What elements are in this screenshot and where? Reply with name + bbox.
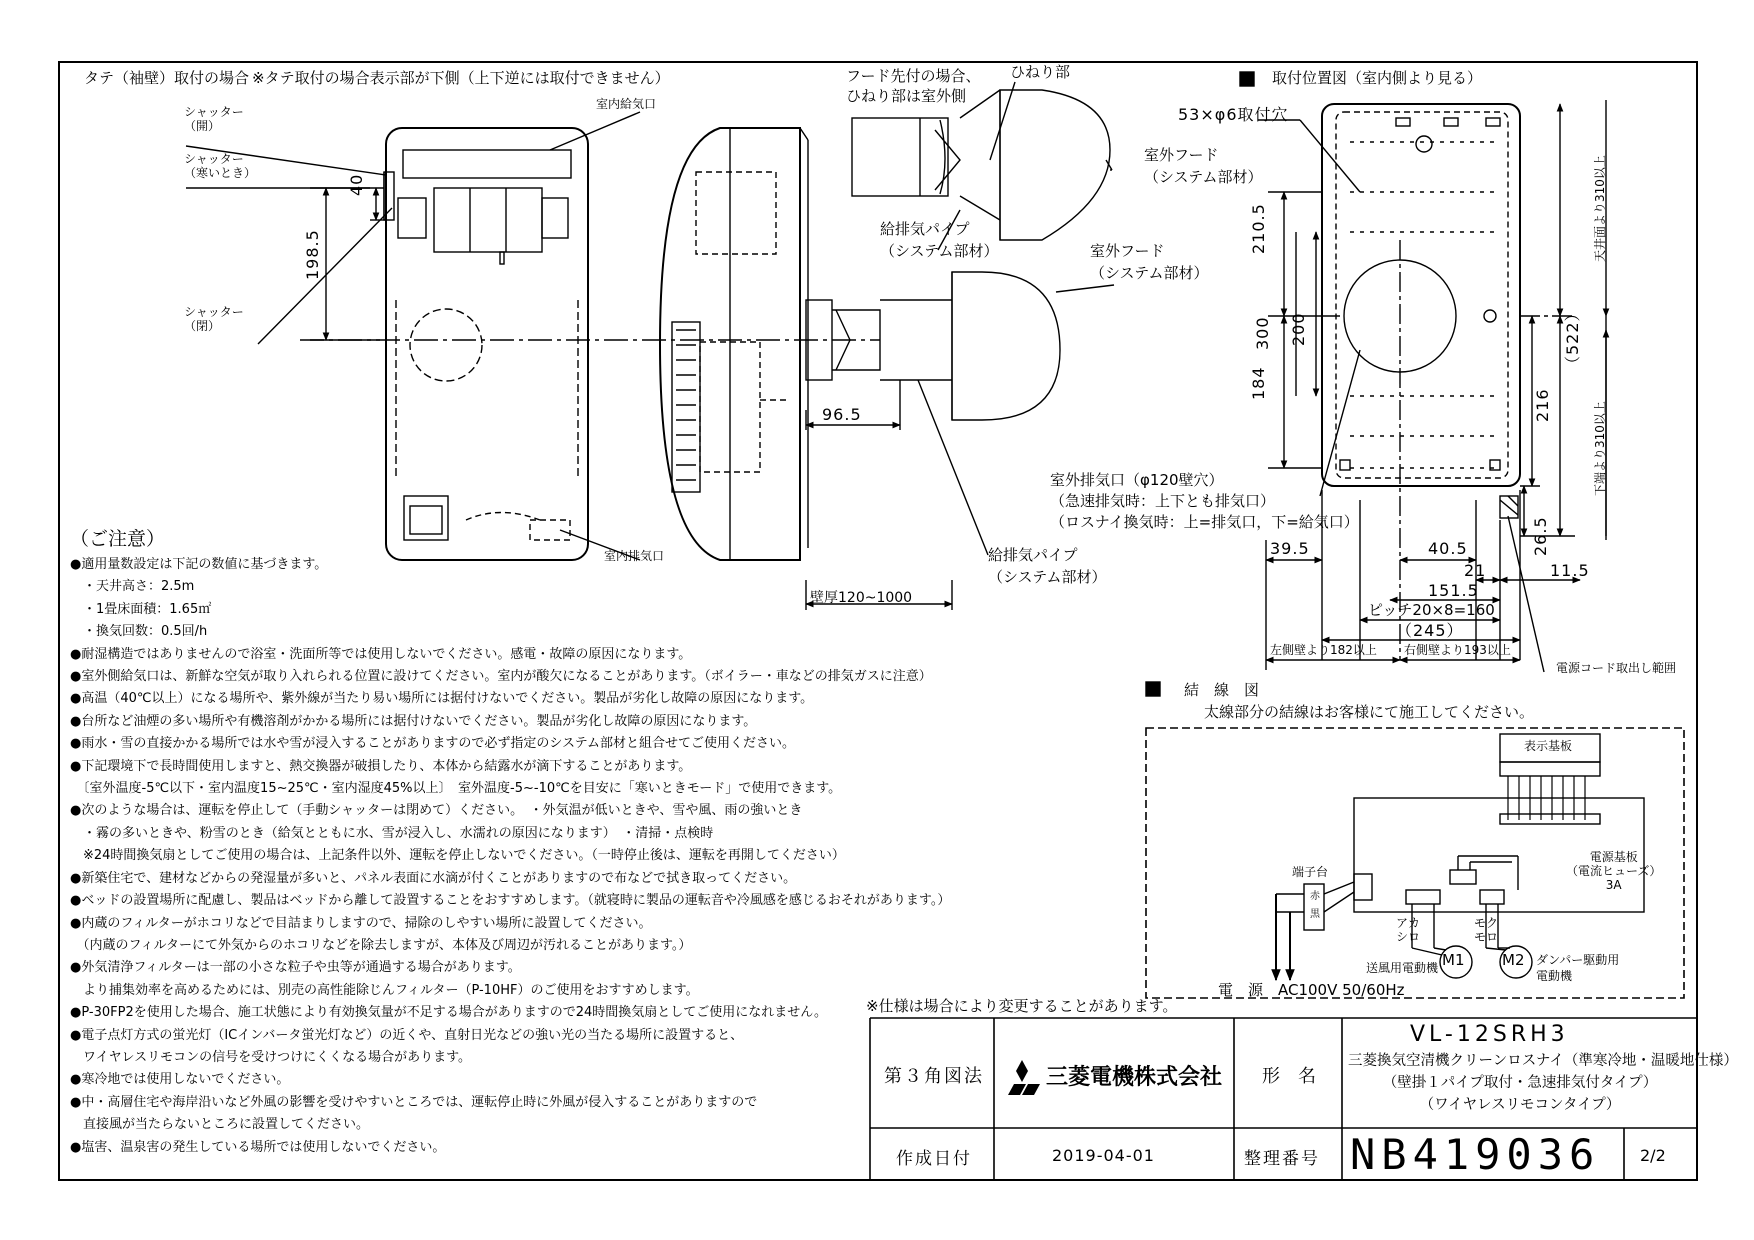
twist-part-label: ひねり部: [1010, 63, 1071, 81]
shutter-open-label: シャッター （開）: [184, 105, 244, 133]
dim-pitch: ピッチ20×8=160: [1368, 601, 1495, 619]
dim-184: 184: [1249, 366, 1268, 400]
hood-note: フード先付の場合、 ひねり部は室外側: [846, 67, 981, 105]
mounting-holes-label: 53×φ6取付穴: [1178, 105, 1289, 124]
dim-96-5: 96.5: [822, 405, 862, 424]
motor-m2: M2: [1502, 951, 1525, 969]
dim-216: 216: [1533, 388, 1552, 422]
fan-motor-label: 送風用電動機: [1366, 961, 1439, 975]
caution-line: ・天井高さ：2.5m: [70, 579, 195, 595]
left-wall-clearance: 左側壁より182以上: [1270, 643, 1377, 657]
terminal-marks: 赤 黒: [1310, 891, 1320, 920]
vertical-mount-heading: タテ（袖壁）取付の場合: [84, 69, 250, 87]
caution-line: 〔室外温度-5℃以下・室内温度15~25℃・室内湿度45%以上〕 室外温度-5~-10℃を目安に「寒いときモード」で使用できます。: [70, 781, 842, 797]
vertical-mount-note: ※タテ取付の場合表示部が下側（上下逆には取付できません）: [252, 69, 670, 87]
caution-line: 直接風が当たらないところに設置してください。: [70, 1117, 370, 1133]
motor-m1: M1: [1442, 951, 1465, 969]
dim-300: 300: [1253, 316, 1272, 350]
outdoor-hood-label-2: 室外フード （システム部材）: [1090, 242, 1209, 282]
caution-line: より捕集効率を高めるためには、別売の高性能除じんフィルター（P-10HF）のご使用をおすすめします。: [70, 982, 699, 998]
dim-210-5: 210.5: [1249, 203, 1268, 254]
pipe-label-1: 給排気パイプ （システム部材）: [880, 220, 999, 260]
outdoor-hood-label-1: 室外フード （システム部材）: [1144, 146, 1263, 186]
dim-39-5: 39.5: [1270, 539, 1310, 558]
caution-line: ●ベッドの設置場所に配慮し、製品はベッドから離して設置することをおすすめします。（就寝時に製品の運転音や冷風感を感じるおそれがあります。）: [70, 893, 951, 909]
caution-line: ●塩害、温泉害の発生している場所では使用しないでください。: [70, 1139, 446, 1155]
caution-line: ●内蔵のフィルターがホコリなどで目詰まりしますので、掃除のしやすい場所に設置してください。: [70, 915, 652, 931]
ceiling-clearance: 天井面より310以上: [1593, 155, 1607, 262]
caution-line: （内蔵のフィルターにて外気からのホコリなどを除去しますが、本体及び周辺が汚れることがあります。）: [70, 937, 692, 953]
indoor-intake-label: 室内給気口: [596, 97, 657, 111]
model-number: VL-12SRH3: [1410, 1022, 1569, 1047]
floor-clearance: 下端より310以上: [1593, 401, 1607, 496]
shutter-cold-label: シャッター （寒いとき）: [184, 152, 257, 180]
caution-line: ●耐湿構造ではありませんので浴室・洗面所等では使用しないでください。感電・故障の原因になります。: [70, 646, 692, 662]
power-board-label: 電源基板 （電流ヒューズ） 3A: [1566, 850, 1662, 892]
caution-line: ●外気清浄フィルターは一部の小さな粒子や虫等が通過する場合があります。: [70, 960, 521, 976]
caution-line: ●室外側給気口は、新鮮な空気が取り入れられる位置に設けてください。室内が酸欠になることがあります。（ボイラー・車などの排気ガスに注意）: [70, 669, 932, 685]
caution-line: ●次のような場合は、運転を停止して（手動シャッターは閉めて）ください。 ・外気温が低いときや、雪や風、雨の強いとき: [70, 803, 803, 819]
wiring-heading: 結 線 図: [1184, 681, 1260, 699]
shutter-closed-label: シャッター （閉）: [184, 305, 244, 333]
dim-40: 40: [347, 173, 366, 196]
page-number: 2/2: [1640, 1146, 1666, 1165]
mitsubishi-logo-icon: [1008, 1060, 1040, 1095]
display-board-label: 表示基板: [1524, 739, 1573, 753]
company-name: 三菱電機株式会社: [1046, 1065, 1223, 1090]
install-position-heading: 取付位置図（室内側より見る）: [1272, 69, 1483, 87]
spec-change-note: ※仕様は場合により変更することがあります。: [866, 997, 1178, 1015]
caution-line: ・1畳床面積：1.65㎡: [70, 601, 212, 617]
caution-title: （ご注意）: [70, 528, 166, 550]
caution-line: ●寒冷地では使用しないでください。: [70, 1072, 290, 1088]
drawing-number: NB419036: [1350, 1130, 1601, 1179]
caution-line: ●適用量数設定は下記の数値に基づきます。: [70, 557, 328, 572]
model-description: 三菱換気空清機クリーンロスナイ（準寒冷地・温暖地仕様） （壁掛１パイプ取付・急速排気付タイプ） （ワイヤレスリモコンタイプ）: [1348, 1053, 1738, 1113]
caution-line: ・霧の多いときや、粉雪のとき（給気とともに水、雪が浸入し、水濡れの原因になります） ・清掃・点検時: [70, 825, 714, 841]
caution-line: ●P-30FP2を使用した場合、施工状態により有効換気量が不足する場合がありますので24時間換気扇としてご使用になれません。: [70, 1005, 828, 1021]
damper-motor-label: ダンパー駆動用 電動機: [1536, 953, 1620, 983]
wall-thickness-label: 壁厚120~1000: [810, 590, 913, 606]
power-supply-label: 電 源 AC100V 50/60Hz: [1218, 981, 1405, 999]
date-label: 作成日付: [896, 1149, 972, 1169]
caution-line: ワイヤレスリモコンの信号を受けつけにくくなる場合があります。: [70, 1049, 472, 1065]
caution-line: ※24時間換気扇としてご使用の場合は、上記条件以外、運転を停止しないでください。（一時停止後は、運転を再開してください）: [70, 848, 845, 864]
front-view-unit: [186, 112, 880, 560]
right-wall-clearance: 右側壁より193以上: [1404, 643, 1511, 657]
dim-151-5: 151.5: [1428, 581, 1479, 600]
creation-date: 2019-04-01: [1052, 1146, 1155, 1165]
caution-line: ●中・高層住宅や海岸沿いなど外風の影響を受けやすいところでは、運転停止時に外風が侵入することがありますので: [70, 1094, 758, 1110]
pipe-label-2: 給排気パイプ （システム部材）: [988, 546, 1107, 586]
outdoor-exhaust-port-label: 室外排気口（φ120壁穴） （急速排気時：上下とも排気口） （ロスナイ換気時：上=排気口，下=給気口）: [1050, 471, 1359, 531]
dim-26-5: 26.5: [1531, 516, 1550, 556]
drawing-number-label: 整理番号: [1244, 1149, 1320, 1169]
caution-line: ・換気回数：0.5回/h: [70, 624, 208, 640]
model-name-label: 形 名: [1262, 1066, 1316, 1087]
caution-line: ●台所など油煙の多い場所や有機溶剤がかかる場所には据付けないでください。製品が劣化し故障の原因になります。: [70, 713, 757, 729]
wiring-subheading: 太線部分の結線はお客様にて施工してください。: [1204, 703, 1535, 721]
dim-200: 200: [1289, 312, 1308, 346]
dim-21: 21: [1464, 561, 1487, 580]
connector-2-label: モク モロ: [1474, 916, 1499, 944]
power-cord-range: 電源コード取出し範囲: [1556, 661, 1677, 675]
dim-522: （522）: [1563, 304, 1582, 372]
terminal-block-label: 端子台: [1292, 865, 1329, 879]
caution-line: ●高温（40℃以上）になる場所や、紫外線が当たり易い場所には据付けないでください。製品が劣化し故障の原因になります。: [70, 691, 814, 707]
dim-245: （245）: [1396, 621, 1464, 640]
connector-1-label: アカ シロ: [1396, 916, 1421, 944]
indoor-exhaust-label: 室内排気口: [604, 549, 665, 563]
caution-line: ●新築住宅で、建材などからの発湿量が多いと、パネル表面に水滴が付くことがありますので布などで拭き取ってください。: [70, 870, 797, 886]
caution-line: ●下記環境下で長時間使用しますと、熱交換器が破損したり、本体から結露水が滴下することがあります。: [70, 758, 692, 774]
caution-line: ●電子点灯方式の蛍光灯（ICインバータ蛍光灯など）の近くや、直射日光などの強い光の当たる場所に設置すると、: [70, 1027, 744, 1043]
dim-11-5: 11.5: [1550, 561, 1590, 580]
projection-method: 第３角図法: [884, 1066, 984, 1087]
dim-40-5: 40.5: [1428, 539, 1468, 558]
dim-198-5: 198.5: [303, 229, 322, 280]
caution-line: ●雨水・雪の直接かかる場所では水や雪が浸入することがありますので必ず指定のシステム部材と組合せてご使用ください。: [70, 736, 796, 752]
